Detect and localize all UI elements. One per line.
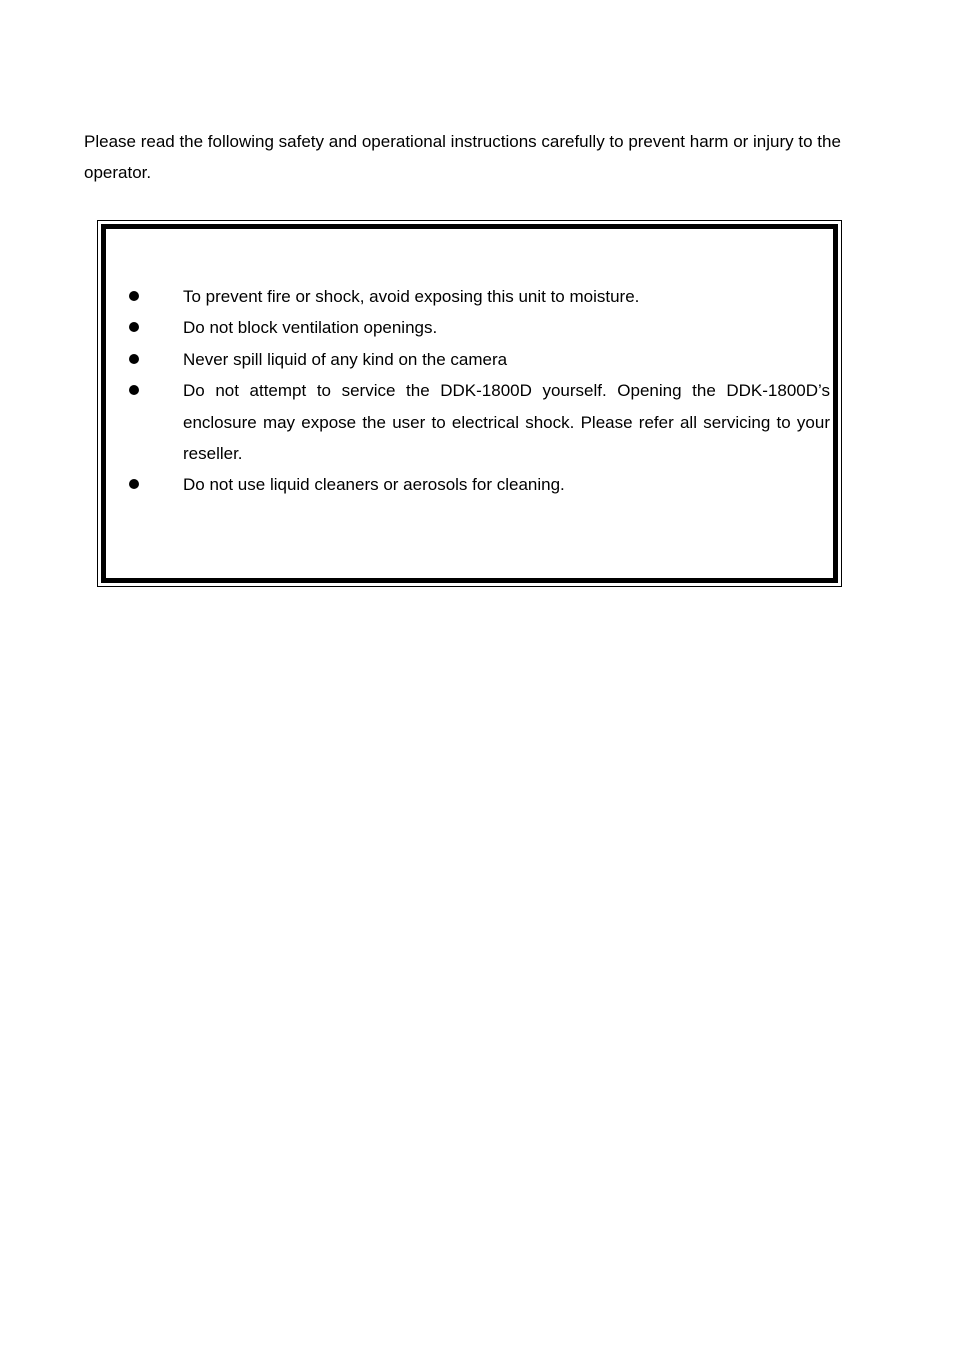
warning-item-text: Do not use liquid cleaners or aerosols for cleaning. — [183, 475, 565, 495]
warning-item-text: Do not block ventilation openings. — [183, 318, 438, 338]
warning-item-text: Never spill liquid of any kind on the camera — [183, 349, 508, 369]
warning-item-text: To prevent fire or shock, avoid exposing this unit to moisture. — [183, 287, 640, 306]
warning-item — [118, 312, 830, 343]
bullet-icon — [129, 479, 139, 489]
intro-paragraph: Please read the following safety and operational instructions carefully to prevent harm or injury to the operator. — [84, 132, 841, 182]
bullet-icon — [129, 291, 139, 301]
bullet-icon — [129, 385, 139, 395]
bullet-icon — [129, 322, 139, 332]
warning-box-inner-border — [101, 224, 838, 583]
warning-item — [118, 344, 830, 375]
bullet-icon — [129, 354, 139, 364]
warning-list — [118, 281, 830, 501]
warning-item — [118, 469, 830, 500]
warning-item-text: Do not attempt to service the DDK-1800D yourself. Opening the DDK-1800D’s enclosure may expose the user to electrical shock. Please refer all servicing to your reseller. — [183, 381, 830, 464]
warning-box — [97, 220, 842, 587]
warning-item — [118, 281, 830, 312]
warning-item — [118, 375, 830, 469]
